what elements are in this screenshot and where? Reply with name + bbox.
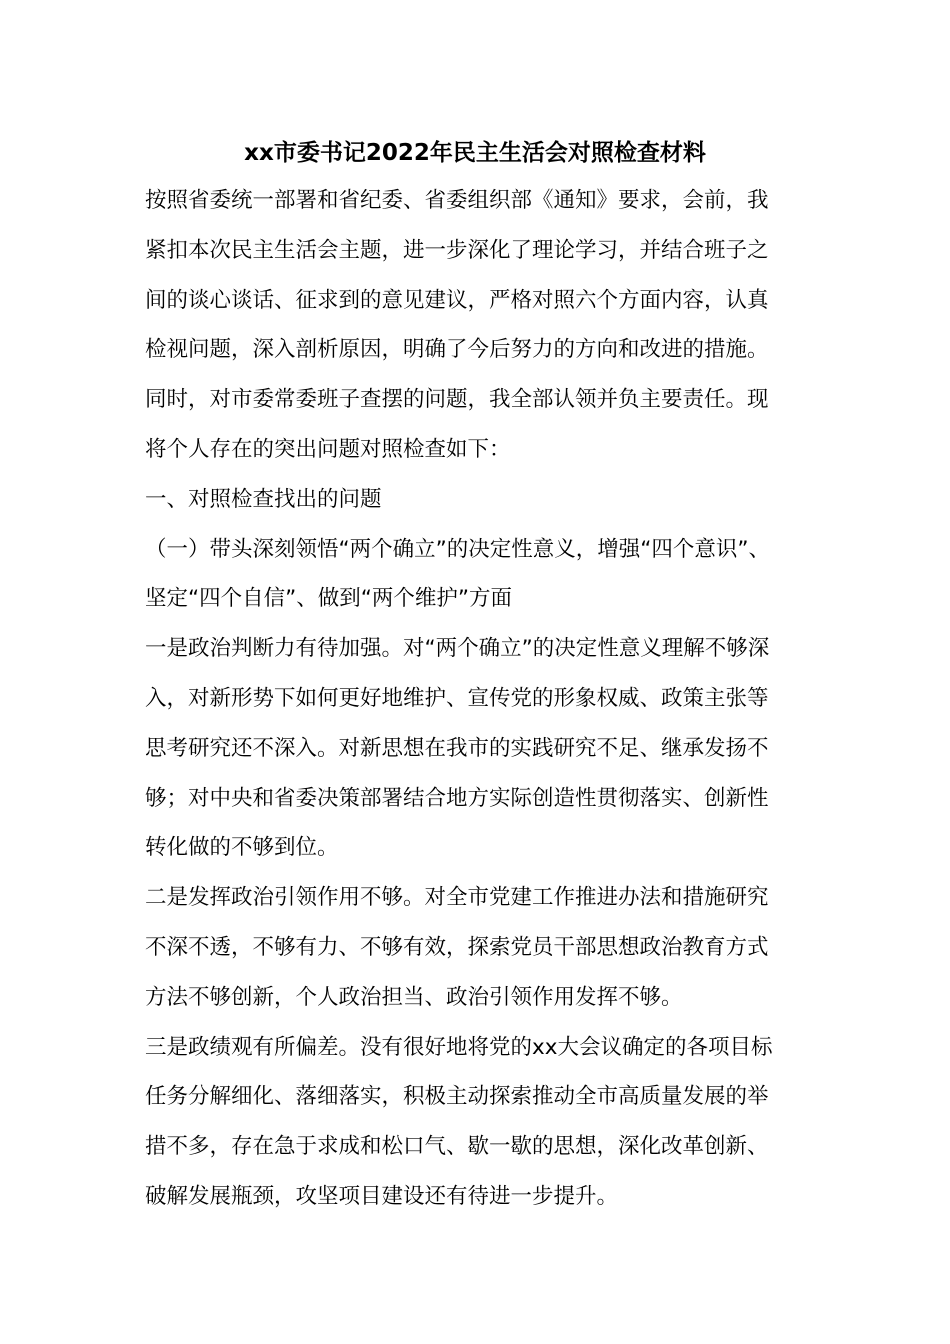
text-line: 思考研究还不深入。对新思想在我市的实践研究不足、继承发扬不 bbox=[145, 735, 769, 761]
text-line: （一）带头深刻领悟“两个确立”的决定性意义，增强“四个意识”、 bbox=[145, 536, 771, 562]
paragraph bbox=[145, 480, 810, 530]
paragraph bbox=[145, 878, 810, 1027]
text-line: 将个人存在的突出问题对照检查如下： bbox=[145, 436, 511, 462]
text-line: 坚定“四个自信”、做到“两个维护”方面 bbox=[145, 586, 513, 612]
text-line: 紧扣本次民主生活会主题，进一步深化了理论学习，并结合班子之 bbox=[145, 237, 769, 263]
paragraph bbox=[145, 629, 810, 878]
text-line: 入，对新形势下如何更好地维护、宣传党的形象权威、政策主张等 bbox=[145, 685, 769, 711]
document-title: xx市委书记2022年民主生活会对照检查材料 bbox=[244, 140, 706, 166]
document-body bbox=[145, 181, 810, 1227]
text-line: 间的谈心谈话、征求到的意见建议，严格对照六个方面内容，认真 bbox=[145, 287, 769, 313]
text-line: 方法不够创新，个人政治担当、政治引领作用发挥不够。 bbox=[145, 984, 683, 1010]
text-line: 检视问题，深入剖析原因，明确了今后努力的方向和改进的措施。 bbox=[145, 337, 769, 363]
text-line: 破解发展瓶颈，攻坚项目建设还有待进一步提升。 bbox=[145, 1183, 619, 1209]
text-line: 够；对中央和省委决策部署结合地方实际创造性贯彻落实、创新性 bbox=[145, 785, 769, 811]
text-line: 一是政治判断力有待加强。对“两个确立”的决定性意义理解不够深 bbox=[145, 636, 770, 662]
text-line: 一、对照检查找出的问题 bbox=[145, 486, 382, 512]
text-line: 同时，对市委常委班子查摆的问题，我全部认领并负主要责任。现 bbox=[145, 387, 769, 413]
text-line: 任务分解细化、落细落实，积极主动探索推动全市高质量发展的举 bbox=[145, 1084, 769, 1110]
text-line: 按照省委统一部署和省纪委、省委组织部《通知》要求，会前，我 bbox=[145, 188, 769, 213]
text-line: 不深不透，不够有力、不够有效，探索党员干部思想政治教育方式 bbox=[145, 934, 769, 960]
paragraph bbox=[145, 530, 810, 630]
paragraph bbox=[145, 1028, 810, 1227]
paragraph bbox=[145, 181, 810, 480]
text-line: 三是政绩观有所偏差。没有很好地将党的xx大会议确定的各项目标 bbox=[145, 1034, 773, 1060]
text-line: 二是发挥政治引领作用不够。对全市党建工作推进办法和措施研究 bbox=[145, 885, 769, 911]
text-line: 措不多，存在急于求成和松口气、歇一歇的思想，深化改革创新、 bbox=[145, 1134, 769, 1160]
text-line: 转化做的不够到位。 bbox=[145, 835, 339, 861]
